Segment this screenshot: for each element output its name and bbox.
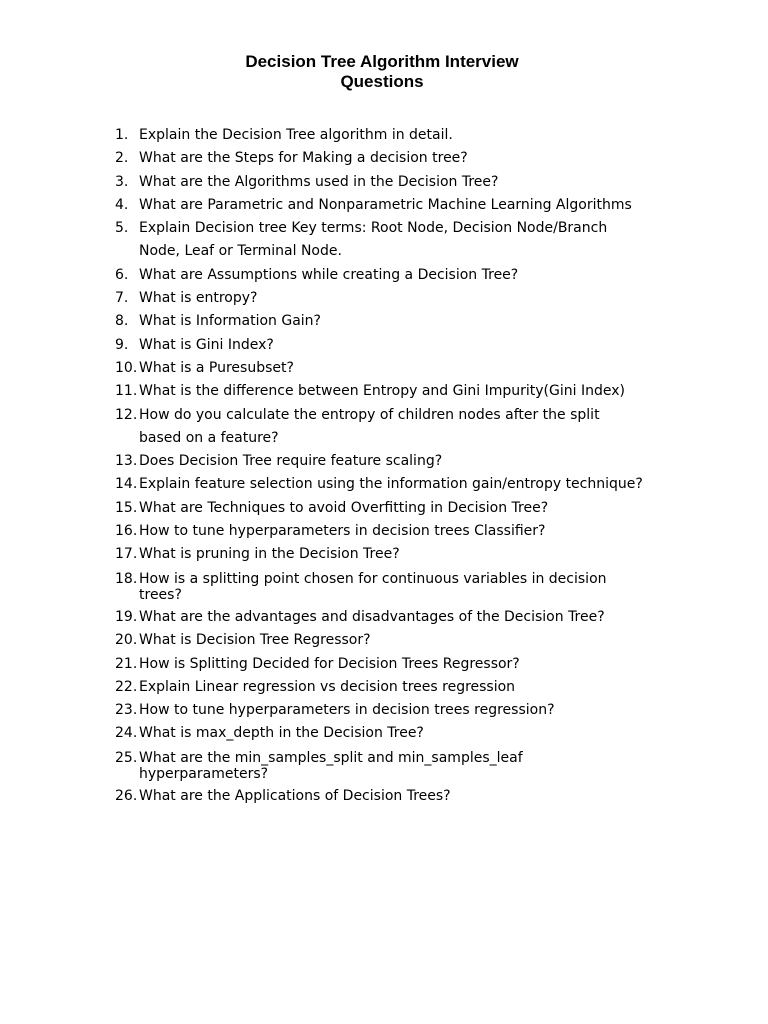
question-number: 16. [115, 523, 138, 540]
question-text: What is pruning in the Decision Tree? [139, 546, 400, 563]
question-text: What are Parametric and Nonparametric Machine Learning Algorithms [139, 196, 632, 213]
question-number: 13. [115, 453, 138, 470]
question-list [115, 124, 675, 808]
question-text: How is Splitting Decided for Decision Trees Regressor? [139, 655, 520, 672]
question-number: 11. [115, 383, 138, 400]
question-number: 21. [115, 655, 138, 672]
title-line-1: Decision Tree Algorithm Interview [245, 52, 519, 71]
question-text: Explain the Decision Tree algorithm in detail. [139, 127, 453, 143]
question-text: Explain Decision tree Key terms: Root Node, Decision Node/Branch Node, Leaf or Terminal Node. [139, 220, 608, 260]
question-text: What are the advantages and disadvantages of the Decision Tree? [139, 608, 605, 625]
question-number: 2. [115, 150, 129, 167]
question-number: 5. [115, 220, 129, 237]
question-number: 4. [115, 196, 129, 213]
question-text: What is Decision Tree Regressor? [139, 632, 371, 649]
question-number: 3. [115, 173, 129, 190]
question-text: How do you calculate the entropy of children nodes after the split based on a feature? [139, 406, 600, 446]
question-number: 6. [115, 266, 129, 283]
question-text: What is max_depth in the Decision Tree? [139, 725, 424, 742]
question-number: 15. [115, 499, 138, 516]
question-number: 20. [115, 632, 138, 649]
question-number: 14. [115, 476, 138, 493]
question-text: Explain feature selection using the information gain/entropy technique? [139, 476, 643, 493]
question-number: 9. [115, 336, 129, 353]
question-text: Does Decision Tree require feature scaling? [139, 453, 443, 470]
question-number: 12. [115, 406, 138, 423]
question-number: 23. [115, 702, 138, 719]
question-number: 26. [115, 788, 138, 805]
question-number: 18. [115, 570, 138, 587]
question-text: What is the difference between Entropy and Gini Impurity(Gini Index) [139, 383, 625, 400]
question-text: What is a Puresubset? [139, 359, 294, 376]
question-number: 25. [115, 749, 138, 766]
document-title [0, 52, 764, 92]
question-text: What are the Applications of Decision Trees? [139, 788, 451, 805]
question-text: What are Techniques to avoid Overfitting in Decision Tree? [139, 499, 549, 516]
question-text: How is a splitting point chosen for continuous variables in decision trees? [139, 570, 607, 603]
question-text: What is Gini Index? [139, 336, 274, 353]
question-text: How to tune hyperparameters in decision trees regression? [139, 702, 555, 719]
question-number: 1. [115, 127, 129, 143]
question-number: 7. [115, 290, 129, 307]
question-text: Explain Linear regression vs decision trees regression [139, 678, 516, 695]
question-number: 10. [115, 359, 138, 376]
question-text: What are the min_samples_split and min_samples_leaf hyperparameters? [139, 749, 523, 782]
question-text: What are the Steps for Making a decision tree? [139, 150, 468, 167]
question-number: 8. [115, 313, 129, 330]
question-number: 24. [115, 725, 138, 742]
question-text: How to tune hyperparameters in decision trees Classifier? [139, 523, 546, 540]
question-text: What are Assumptions while creating a Decision Tree? [139, 266, 519, 283]
question-text: What is Information Gain? [139, 313, 321, 330]
question-text: What is entropy? [139, 290, 258, 307]
question-number: 22. [115, 678, 138, 695]
question-number: 17. [115, 546, 138, 563]
question-number: 19. [115, 608, 138, 625]
question-text: What are the Algorithms used in the Decision Tree? [139, 173, 499, 190]
title-line-2: Questions [340, 72, 424, 91]
